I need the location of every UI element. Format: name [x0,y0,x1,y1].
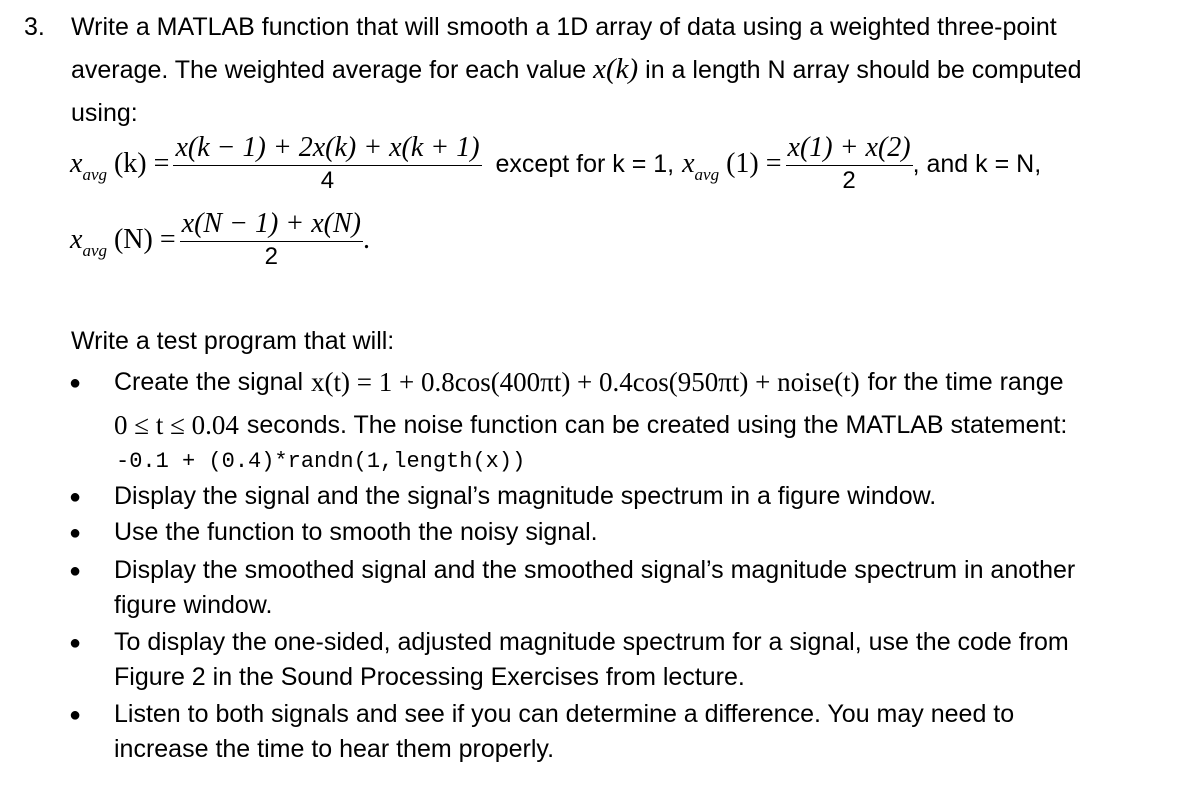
bullet-icon: ● [69,704,82,726]
bullet-1-line-2-text: seconds. The noise function can be created using the MATLAB statement: [246,411,1068,439]
intro-line-1: Write a MATLAB function that will smooth a 1D array of data using a weighted three-point [71,13,1057,41]
first-denominator: 2 [842,167,856,194]
first-fraction [786,132,913,195]
main-denominator: 4 [320,167,335,194]
first-numerator: x(1) + x(2) [786,132,913,166]
bullet-5-line-2: Figure 2 in the Sound Processing Exercises from lecture. [114,663,745,691]
bullet-1-line-1 [114,367,1064,397]
bullet-2: Display the signal and the signal’s magnitude spectrum in a figure window. [114,482,937,510]
intro-var-xk: x(k) [593,53,639,85]
bullet-1-post: for the time range [867,368,1064,396]
main-numerator: x(k − 1) + 2x(k) + x(k + 1) [173,132,481,166]
bullet-icon: ● [69,486,82,508]
signal-equation: x(t) = 1 + 0.8cos(400πt) + 0.4cos(950πt) + noise(t) [311,367,860,397]
main-lhs: $x_{avg}$ (k) = [70,147,170,184]
time-range: 0 ≤ t ≤ 0.04 [114,410,239,440]
bullet-icon: ● [69,522,82,544]
intro-line-2-pre: average. The weighted average for each value [71,56,587,84]
bullet-3: Use the function to smooth the noisy signal. [114,518,598,546]
bullet-1-line-2 [114,410,1067,440]
first-lhs: $x_{avg}$ (1) = [682,147,782,184]
equation-row-main [70,132,1041,195]
last-denominator: 2 [264,243,278,270]
equation-row-last [70,208,370,271]
bullet-6-line-2: increase the time to hear them properly. [114,735,555,763]
bullet-icon: ● [69,372,82,394]
test-program-heading: Write a test program that will: [71,327,395,355]
main-fraction [173,132,481,195]
except-text: except for k = 1, [495,149,675,178]
bullet-5-line-1: To display the one-sided, adjusted magnitude spectrum for a signal, use the code from [114,628,1069,656]
bullet-4-line-1: Display the smoothed signal and the smoothed signal’s magnitude spectrum in another [114,556,1076,584]
intro-line-2-post: in a length N array should be computed [645,56,1082,84]
and-text: , and k = N, [912,149,1042,178]
last-fraction [180,208,363,271]
bullet-4-line-2: figure window. [114,591,273,619]
question-number: 3. [24,13,45,41]
bullet-icon: ● [69,560,82,582]
last-lhs: $x_{avg}$ (N) = [70,223,176,260]
bullet-1-pre: Create the signal [114,368,304,396]
bullet-icon: ● [69,632,82,654]
matlab-code: -0.1 + (0.4)*randn(1,length(x)) [116,449,526,474]
intro-line-2 [71,54,1082,85]
bullet-6-line-1: Listen to both signals and see if you can determine a difference. You may need to [114,700,1015,728]
intro-line-3: using: [71,99,138,127]
last-period: . [362,223,370,255]
last-numerator: x(N − 1) + x(N) [180,208,363,242]
